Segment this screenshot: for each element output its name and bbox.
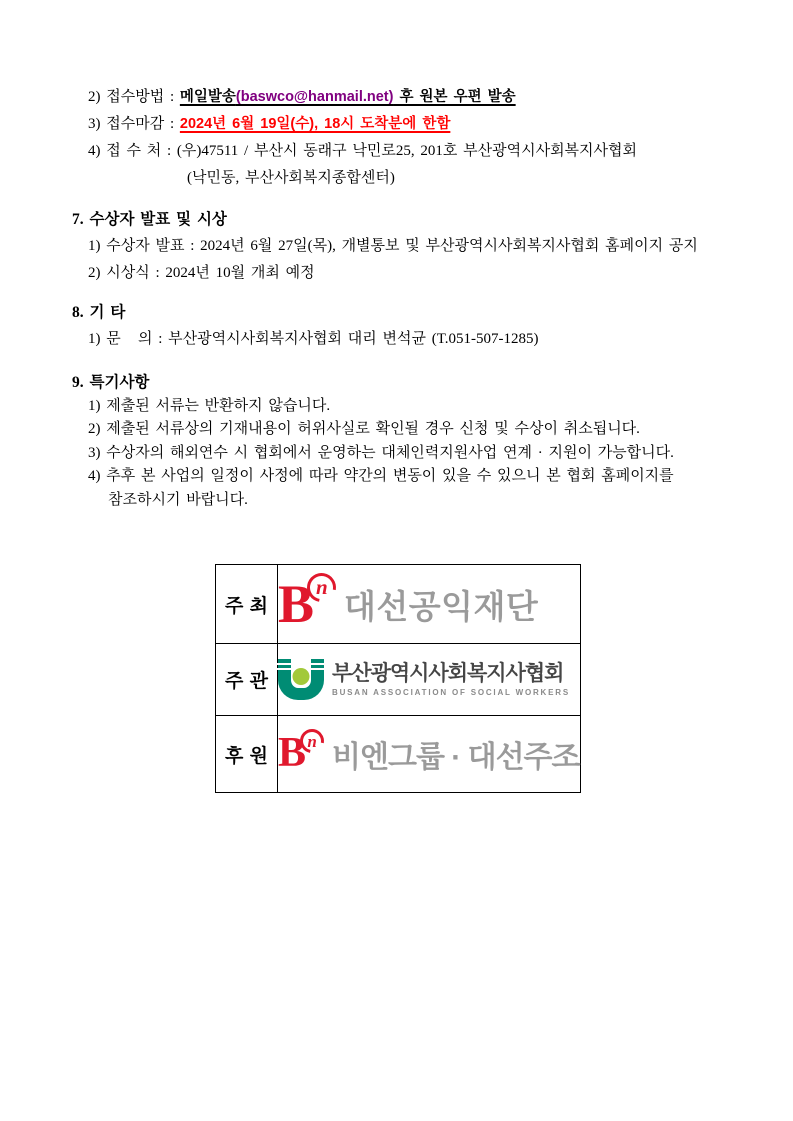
bn-logo-icon xyxy=(278,730,324,777)
organizer-name: 대선공익재단 xyxy=(344,587,539,625)
host-label-char-2: 관 xyxy=(249,671,268,692)
basw-stripe xyxy=(277,663,325,665)
table-row-host xyxy=(216,644,581,716)
sponsor-label-cell xyxy=(216,716,278,793)
address-line: 4) 접 수 처 : (우)47511 / 부산시 동래구 낙민로25, 201호 부산광역시사회복지사협회 xyxy=(88,143,638,159)
host-label-cell xyxy=(216,644,278,716)
address-line-continuation: (낙민동, 부산사회복지종합센터) xyxy=(187,170,395,186)
sponsor-table xyxy=(215,564,581,793)
sponsor-logo-cell xyxy=(278,716,581,793)
host-name-english: BUSAN ASSOCIATION OF SOCIAL WORKERS xyxy=(332,687,570,697)
table-row-sponsor xyxy=(216,716,581,793)
bn-logo-letter-b: B xyxy=(278,730,307,777)
sponsor-name: 비엔그룹 · 대선주조 xyxy=(332,741,580,774)
table-row-organizer xyxy=(216,565,581,644)
deadline-highlight: 2024년 6월 19일(수), 18시 도착분에 한함 xyxy=(179,116,451,132)
section-7-title: 7. 수상자 발표 및 시상 xyxy=(72,211,227,228)
organizer-label-cell xyxy=(216,565,278,644)
reception-method-bold-pre: 메일발송 xyxy=(179,89,236,105)
section-9-item-3: 3) 수상자의 해외연수 시 협회에서 운영하는 대체인력지원사업 연계 · 지원이 가능합니다. xyxy=(88,444,674,461)
host-label-char-1: 주 xyxy=(225,671,244,692)
section-7-item-2: 2) 시상식 : 2024년 10월 개최 예정 xyxy=(88,265,315,281)
organizer-logo-cell xyxy=(278,565,581,644)
deadline-label: 3) 접수마감 : xyxy=(88,116,180,132)
organizer-label-char-1: 주 xyxy=(225,595,244,617)
section-9-title: 9. 특기사항 xyxy=(72,374,150,391)
section-8-item-1: 1) 문 의 : 부산광역시사회복지사협회 대리 변석균 (T.051-507-1285) xyxy=(88,331,539,347)
section-9-item-4-continuation: 참조하시기 바랍니다. xyxy=(108,491,248,508)
reception-method-emphasis xyxy=(180,89,516,105)
section-9-item-4: 4) 추후 본 사업의 일정이 사정에 따라 약간의 변동이 있을 수 있으니 본 협회 홈페이지를 xyxy=(88,468,674,484)
section-9-item-1: 1) 제출된 서류는 반환하지 않습니다. xyxy=(88,397,331,414)
section-9 xyxy=(72,371,748,512)
sponsor-label-char-1: 후 xyxy=(225,745,244,767)
host-name-block xyxy=(332,662,570,696)
document-content xyxy=(72,84,748,793)
reception-method-label: 2) 접수방법 : xyxy=(88,89,180,105)
bn-logo-letter-b: B xyxy=(278,573,315,634)
basw-green-dot xyxy=(293,668,310,685)
basw-u-logo-icon xyxy=(278,658,324,702)
section-8-title: 8. 기 타 xyxy=(72,304,126,321)
section-7-item-1: 1) 수상자 발표 : 2024년 6월 27일(목), 개별통보 및 부산광역시사회복지사협회 홈페이지 공지 xyxy=(88,238,698,254)
bn-logo-letter-n: n xyxy=(315,574,328,599)
sponsor-label-char-2: 원 xyxy=(249,745,268,767)
host-logo-cell xyxy=(278,644,581,716)
bn-logo-icon xyxy=(278,573,336,634)
section-9-item-2: 2) 제출된 서류상의 기재내용이 허위사실로 확인될 경우 신청 및 수상이 취소됩니다. xyxy=(88,421,640,437)
organizer-label-char-2: 최 xyxy=(249,595,268,617)
bn-logo-letter-n: n xyxy=(307,731,317,751)
email-link[interactable]: (baswco@hanmail.net) xyxy=(235,89,394,105)
reception-method-bold-post: 후 원본 우편 발송 xyxy=(393,89,516,105)
host-name-korean: 부산광역시사회복지사협회 xyxy=(332,662,564,686)
deadline-line xyxy=(88,111,748,138)
reception-method-line xyxy=(88,84,748,111)
